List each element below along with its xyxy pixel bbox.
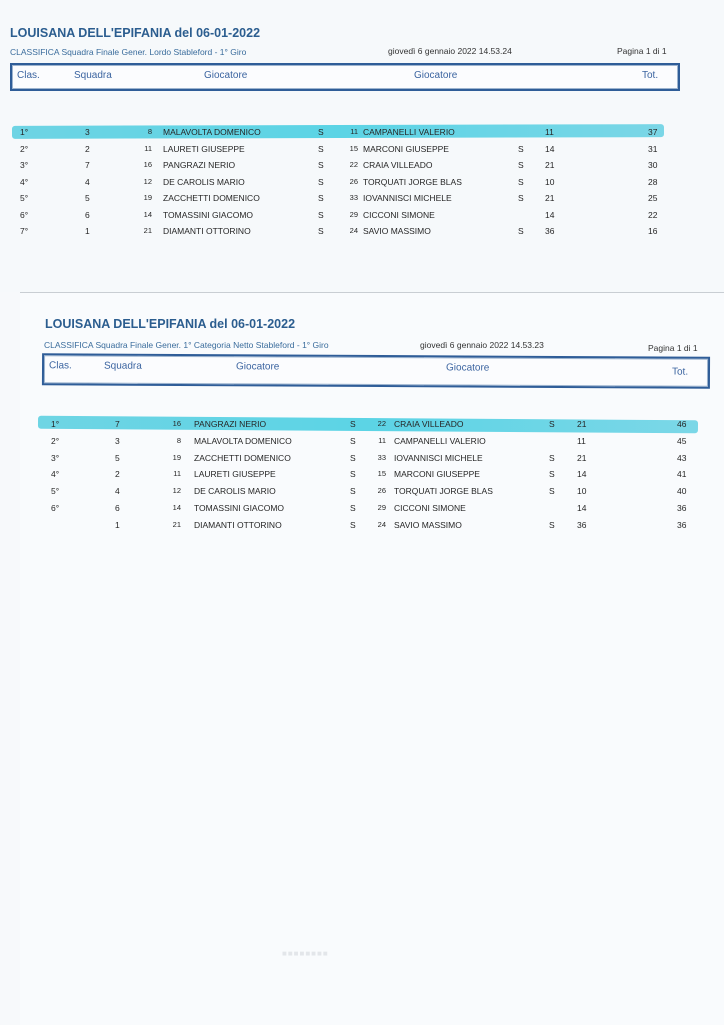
table-row bbox=[0, 210, 724, 224]
player2-flag-cell: S bbox=[518, 160, 524, 170]
player1-flag-cell: S bbox=[350, 452, 356, 463]
print-datetime: giovedì 6 gennaio 2022 14.53.23 bbox=[420, 340, 544, 350]
rank-cell: 1° bbox=[51, 419, 60, 429]
table-row bbox=[20, 436, 724, 450]
player2-number-cell: 33 bbox=[377, 452, 386, 462]
player2-name-cell: CRAIA VILLEADO bbox=[394, 419, 464, 429]
player1-number-cell: 11 bbox=[173, 469, 181, 479]
sheet-title: LOUISANA DELL'EPIFANIA del 06-01-2022 bbox=[45, 317, 296, 331]
column-header-bar bbox=[42, 353, 710, 388]
rank-cell: 5° bbox=[20, 193, 29, 203]
player1-flag-cell: S bbox=[350, 519, 356, 530]
player2-points-cell: 14 bbox=[545, 209, 555, 220]
player2-name-cell: CAMPANELLI VALERIO bbox=[394, 435, 486, 446]
player2-number-cell: 11 bbox=[378, 435, 386, 445]
player2-points-cell: 36 bbox=[577, 519, 587, 530]
header-squadra: Squadra bbox=[74, 70, 112, 81]
player1-number-cell: 8 bbox=[176, 435, 181, 445]
table-row bbox=[0, 177, 724, 191]
player1-name-cell: PANGRAZI NERIO bbox=[194, 419, 267, 429]
team-number-cell: 5 bbox=[115, 452, 120, 463]
player2-name-cell: CRAIA VILLEADO bbox=[363, 160, 433, 170]
player1-number-cell: 14 bbox=[143, 209, 152, 219]
player1-flag-cell: S bbox=[318, 127, 324, 137]
player2-flag-cell: S bbox=[518, 143, 524, 154]
team-number-cell: 3 bbox=[115, 435, 120, 446]
player2-number-cell: 22 bbox=[349, 160, 358, 169]
player2-name-cell: CICCONI SIMONE bbox=[394, 502, 466, 513]
total-cell: 36 bbox=[677, 519, 687, 530]
team-number-cell: 3 bbox=[85, 127, 90, 137]
team-number-cell: 2 bbox=[115, 469, 120, 480]
total-cell: 36 bbox=[677, 502, 687, 513]
scorecard-sheet-netto bbox=[20, 292, 724, 1025]
player2-points-cell: 14 bbox=[577, 502, 587, 513]
player1-number-cell: 14 bbox=[172, 502, 181, 512]
player1-name-cell: DIAMANTI OTTORINO bbox=[194, 519, 282, 530]
player2-points-cell: 14 bbox=[577, 469, 587, 480]
total-cell: 45 bbox=[677, 435, 687, 446]
player2-number-cell: 22 bbox=[377, 419, 386, 428]
player2-number-cell: 29 bbox=[349, 209, 358, 219]
table-row bbox=[20, 453, 724, 467]
total-cell: 37 bbox=[648, 127, 658, 137]
player2-number-cell: 24 bbox=[349, 226, 358, 235]
player2-number-cell: 33 bbox=[349, 193, 358, 202]
player2-flag-cell: S bbox=[518, 226, 524, 236]
team-number-cell: 2 bbox=[85, 143, 90, 154]
player2-flag-cell: S bbox=[549, 469, 555, 480]
player2-flag-cell: S bbox=[549, 486, 555, 496]
player1-name-cell: DE CAROLIS MARIO bbox=[194, 486, 276, 496]
player2-name-cell: SAVIO MASSIMO bbox=[363, 226, 431, 236]
player2-points-cell: 21 bbox=[545, 193, 555, 203]
rank-cell: 4° bbox=[51, 469, 60, 480]
player1-name-cell: TOMASSINI GIACOMO bbox=[194, 502, 285, 513]
rank-cell: 4° bbox=[20, 176, 29, 187]
player1-flag-cell: S bbox=[350, 486, 356, 496]
player1-name-cell: DE CAROLIS MARIO bbox=[163, 176, 245, 187]
player2-number-cell: 11 bbox=[350, 127, 358, 136]
table-row bbox=[20, 469, 724, 483]
scorecard-sheet-lordo bbox=[0, 0, 724, 292]
table-row bbox=[0, 226, 724, 240]
header-clas: Clas. bbox=[48, 360, 72, 372]
table-row bbox=[20, 503, 724, 517]
player1-name-cell: PANGRAZI NERIO bbox=[163, 160, 236, 170]
header-giocatore-2: Giocatore bbox=[445, 362, 490, 374]
header-tot: Tot. bbox=[671, 366, 689, 378]
total-cell: 31 bbox=[648, 143, 658, 154]
player1-name-cell: LAURETI GIUSEPPE bbox=[194, 469, 276, 480]
player1-number-cell: 12 bbox=[143, 176, 152, 186]
player1-name-cell: LAURETI GIUSEPPE bbox=[163, 143, 245, 154]
total-cell: 30 bbox=[648, 160, 658, 170]
total-cell: 46 bbox=[677, 419, 687, 429]
header-clas: Clas. bbox=[17, 70, 40, 81]
total-cell: 16 bbox=[648, 226, 658, 236]
player2-name-cell: CAMPANELLI VALERIO bbox=[363, 127, 455, 137]
player1-flag-cell: S bbox=[318, 176, 324, 187]
team-number-cell: 5 bbox=[85, 193, 90, 203]
player2-name-cell: CICCONI SIMONE bbox=[363, 209, 435, 220]
player2-points-cell: 11 bbox=[577, 435, 586, 446]
team-number-cell: 4 bbox=[85, 176, 90, 187]
player2-points-cell: 36 bbox=[545, 226, 555, 236]
total-cell: 28 bbox=[648, 176, 658, 187]
player2-name-cell: TORQUATI JORGE BLAS bbox=[394, 486, 493, 496]
total-cell: 25 bbox=[648, 193, 658, 203]
player1-name-cell: ZACCHETTI DOMENICO bbox=[163, 193, 260, 203]
player1-name-cell: TOMASSINI GIACOMO bbox=[163, 209, 254, 220]
header-tot: Tot. bbox=[642, 70, 659, 81]
player1-flag-cell: S bbox=[350, 419, 356, 429]
player2-flag-cell: S bbox=[549, 452, 555, 463]
total-cell: 40 bbox=[677, 486, 687, 496]
player2-number-cell: 29 bbox=[377, 502, 386, 512]
header-squadra: Squadra bbox=[103, 360, 142, 372]
total-cell: 41 bbox=[677, 469, 687, 480]
rank-cell: 2° bbox=[51, 435, 60, 446]
sheet-title: LOUISANA DELL'EPIFANIA del 06-01-2022 bbox=[10, 26, 261, 40]
player1-flag-cell: S bbox=[318, 193, 324, 203]
rank-cell: 2° bbox=[20, 143, 29, 154]
table-row bbox=[0, 144, 724, 158]
table-row bbox=[20, 520, 724, 534]
player2-number-cell: 26 bbox=[349, 176, 358, 186]
team-number-cell: 4 bbox=[115, 486, 120, 496]
player1-flag-cell: S bbox=[318, 143, 324, 154]
header-giocatore-1: Giocatore bbox=[204, 70, 248, 81]
column-header-bar bbox=[10, 63, 680, 91]
player2-points-cell: 21 bbox=[545, 160, 555, 170]
team-number-cell: 7 bbox=[115, 419, 120, 429]
player2-flag-cell: S bbox=[549, 519, 555, 530]
player2-name-cell: TORQUATI JORGE BLAS bbox=[363, 176, 462, 187]
player2-number-cell: 26 bbox=[377, 486, 386, 495]
player1-name-cell: MALAVOLTA DOMENICO bbox=[194, 435, 292, 446]
player2-name-cell: IOVANNISCI MICHELE bbox=[394, 452, 483, 463]
rank-cell: 3° bbox=[51, 452, 60, 463]
player1-name-cell: ZACCHETTI DOMENICO bbox=[194, 452, 291, 463]
table-row bbox=[20, 486, 724, 500]
player1-number-cell: 21 bbox=[143, 226, 152, 235]
player1-flag-cell: S bbox=[350, 435, 356, 446]
player2-points-cell: 21 bbox=[577, 452, 587, 463]
player1-flag-cell: S bbox=[350, 502, 356, 513]
player2-points-cell: 21 bbox=[577, 419, 587, 429]
rank-cell: 6° bbox=[51, 502, 60, 513]
player1-number-cell: 19 bbox=[143, 193, 152, 202]
print-datetime: giovedì 6 gennaio 2022 14.53.24 bbox=[388, 46, 512, 56]
player2-name-cell: SAVIO MASSIMO bbox=[394, 519, 462, 530]
player1-flag-cell: S bbox=[318, 226, 324, 236]
header-giocatore-1: Giocatore bbox=[235, 361, 280, 373]
header-giocatore-2: Giocatore bbox=[414, 70, 458, 81]
player2-flag-cell: S bbox=[549, 419, 555, 429]
rank-cell: 5° bbox=[51, 486, 60, 496]
team-number-cell: 7 bbox=[85, 160, 90, 170]
rank-cell: 3° bbox=[20, 160, 29, 170]
page-indicator: Pagina 1 di 1 bbox=[648, 343, 698, 353]
table-row bbox=[0, 193, 724, 207]
rank-cell: 1° bbox=[20, 127, 29, 137]
player1-flag-cell: S bbox=[350, 469, 356, 480]
rank-cell: 6° bbox=[20, 209, 29, 220]
total-cell: 43 bbox=[677, 452, 687, 463]
player1-number-cell: 21 bbox=[172, 519, 181, 529]
player2-points-cell: 14 bbox=[545, 143, 555, 154]
player1-number-cell: 16 bbox=[143, 160, 152, 169]
table-row bbox=[0, 127, 724, 141]
total-cell: 22 bbox=[648, 209, 658, 220]
sheet-subtitle: CLASSIFICA Squadra Finale Gener. 1° Categoria Netto Stableford - 1° Giro bbox=[44, 340, 329, 350]
team-number-cell: 6 bbox=[85, 209, 90, 220]
table-row bbox=[20, 419, 724, 433]
player2-name-cell: MARCONI GIUSEPPE bbox=[363, 143, 449, 154]
player1-number-cell: 12 bbox=[172, 486, 181, 495]
player2-flag-cell: S bbox=[518, 193, 524, 203]
player2-number-cell: 15 bbox=[349, 143, 358, 153]
player2-name-cell: IOVANNISCI MICHELE bbox=[363, 193, 452, 203]
player1-number-cell: 11 bbox=[144, 143, 152, 153]
player1-flag-cell: S bbox=[318, 209, 324, 220]
rank-cell: 7° bbox=[20, 226, 29, 236]
player2-number-cell: 15 bbox=[377, 469, 386, 479]
player2-points-cell: 11 bbox=[545, 127, 554, 137]
faint-watermark: ■■■■■■■■ bbox=[282, 949, 329, 958]
table-row bbox=[0, 160, 724, 174]
player1-name-cell: MALAVOLTA DOMENICO bbox=[163, 127, 261, 137]
player2-points-cell: 10 bbox=[545, 176, 555, 187]
sheet-subtitle: CLASSIFICA Squadra Finale Gener. Lordo Stableford - 1° Giro bbox=[10, 47, 247, 57]
team-number-cell: 1 bbox=[115, 519, 120, 530]
player2-flag-cell: S bbox=[518, 176, 524, 187]
team-number-cell: 6 bbox=[115, 502, 120, 513]
player1-number-cell: 19 bbox=[172, 452, 181, 462]
player1-number-cell: 8 bbox=[147, 127, 152, 136]
player1-flag-cell: S bbox=[318, 160, 324, 170]
team-number-cell: 1 bbox=[85, 226, 90, 236]
page-indicator: Pagina 1 di 1 bbox=[617, 46, 667, 56]
player2-name-cell: MARCONI GIUSEPPE bbox=[394, 469, 480, 480]
player2-number-cell: 24 bbox=[377, 519, 386, 529]
player2-points-cell: 10 bbox=[577, 486, 587, 496]
player1-name-cell: DIAMANTI OTTORINO bbox=[163, 226, 251, 236]
player1-number-cell: 16 bbox=[172, 419, 181, 428]
